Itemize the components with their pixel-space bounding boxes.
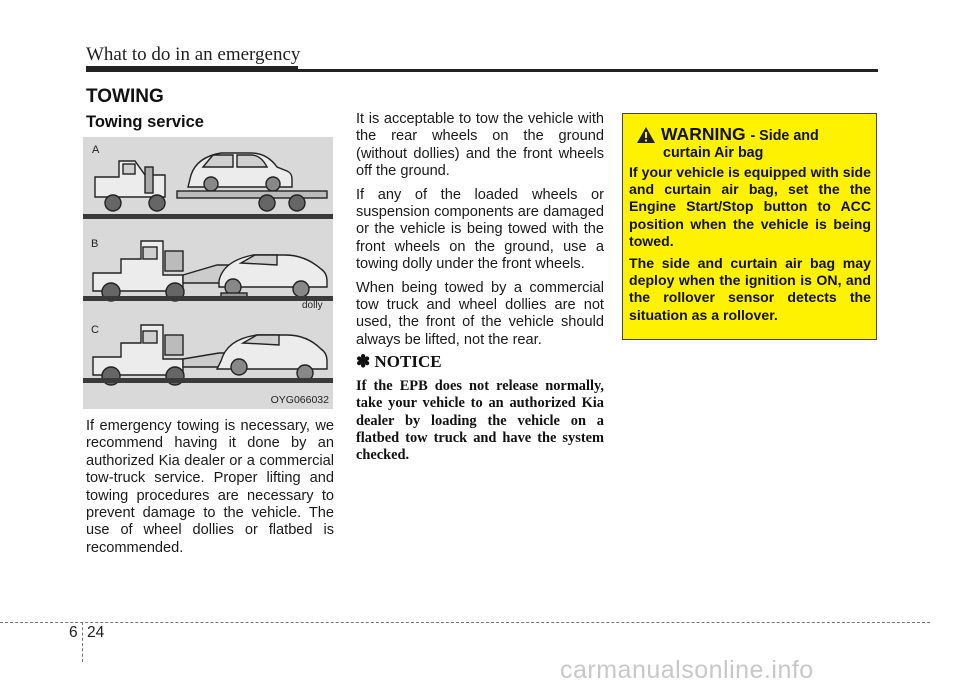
warning-box <box>622 113 877 340</box>
warning-triangle-icon <box>636 126 656 144</box>
chapter-number: 6 <box>69 624 78 641</box>
figure-label-a: A <box>92 144 100 156</box>
flatbed-truck-icon <box>83 137 333 217</box>
figure-label-c: C <box>91 324 99 336</box>
warning-body <box>629 164 871 329</box>
figure-code: OYG066032 <box>270 394 329 406</box>
subheading: Towing service <box>86 113 204 131</box>
footer-vertical-divider <box>82 622 83 662</box>
warning-title: WARNING <box>661 124 746 144</box>
towing-intro-text: If emergency towing is necessary, we recommend having it done by an authorized Kia dealer or a commercial tow-truck service. Proper lifting and towing procedures are necessary to prevent damage to the vehicle. The use of wheel dollies or flatbed is recommended. <box>86 418 334 556</box>
page-header-title: What to do in an emergency <box>86 44 301 65</box>
warning-paragraph-2: The side and curtain air bag may deploy when the ignition is ON, and the rollover sensor detects the situation as a rollover. <box>629 255 871 323</box>
ground-line <box>83 214 333 219</box>
warning-subtitle-1: - Side and <box>750 128 819 144</box>
page-number: 24 <box>87 624 105 641</box>
warning-subtitle-2: curtain Air bag <box>663 145 764 161</box>
warning-heading <box>661 124 819 145</box>
middle-paragraph-2: If any of the loaded wheels or suspension components are damaged or the vehicle is being towed with the front wheels on the ground, use a towing dolly under the front wheels. <box>356 186 604 273</box>
notice-body: If the EPB does not release normally, take your vehicle to an authorized Kia dealer by loading the vehicle on a flatbed tow truck and have the system checked. <box>356 378 604 464</box>
dolly-label: dolly <box>302 300 323 311</box>
ground-line <box>83 296 333 301</box>
middle-paragraph-1: It is acceptable to tow the vehicle with the rear wheels on the ground (without dollies) and the front wheels off the ground. <box>356 111 604 180</box>
section-title: TOWING <box>86 86 164 107</box>
header-rule-tab <box>86 66 298 72</box>
towing-illustration <box>83 137 333 409</box>
watermark: carmanualsonline.info <box>560 656 814 684</box>
middle-paragraph-3: When being towed by a commercial tow truck and wheel dollies are not used, the front of the vehicle should always be lifted, not the rear. <box>356 279 604 348</box>
ground-line <box>83 378 333 383</box>
notice-title: ✽ NOTICE <box>356 352 442 371</box>
warning-paragraph-1: If your vehicle is equipped with side and curtain air bag, set the the Engine Start/Stop button to ACC position when the vehicle is being towed. <box>629 164 871 249</box>
footer-divider <box>0 622 930 623</box>
figure-label-b: B <box>91 238 99 250</box>
middle-column <box>356 111 604 355</box>
